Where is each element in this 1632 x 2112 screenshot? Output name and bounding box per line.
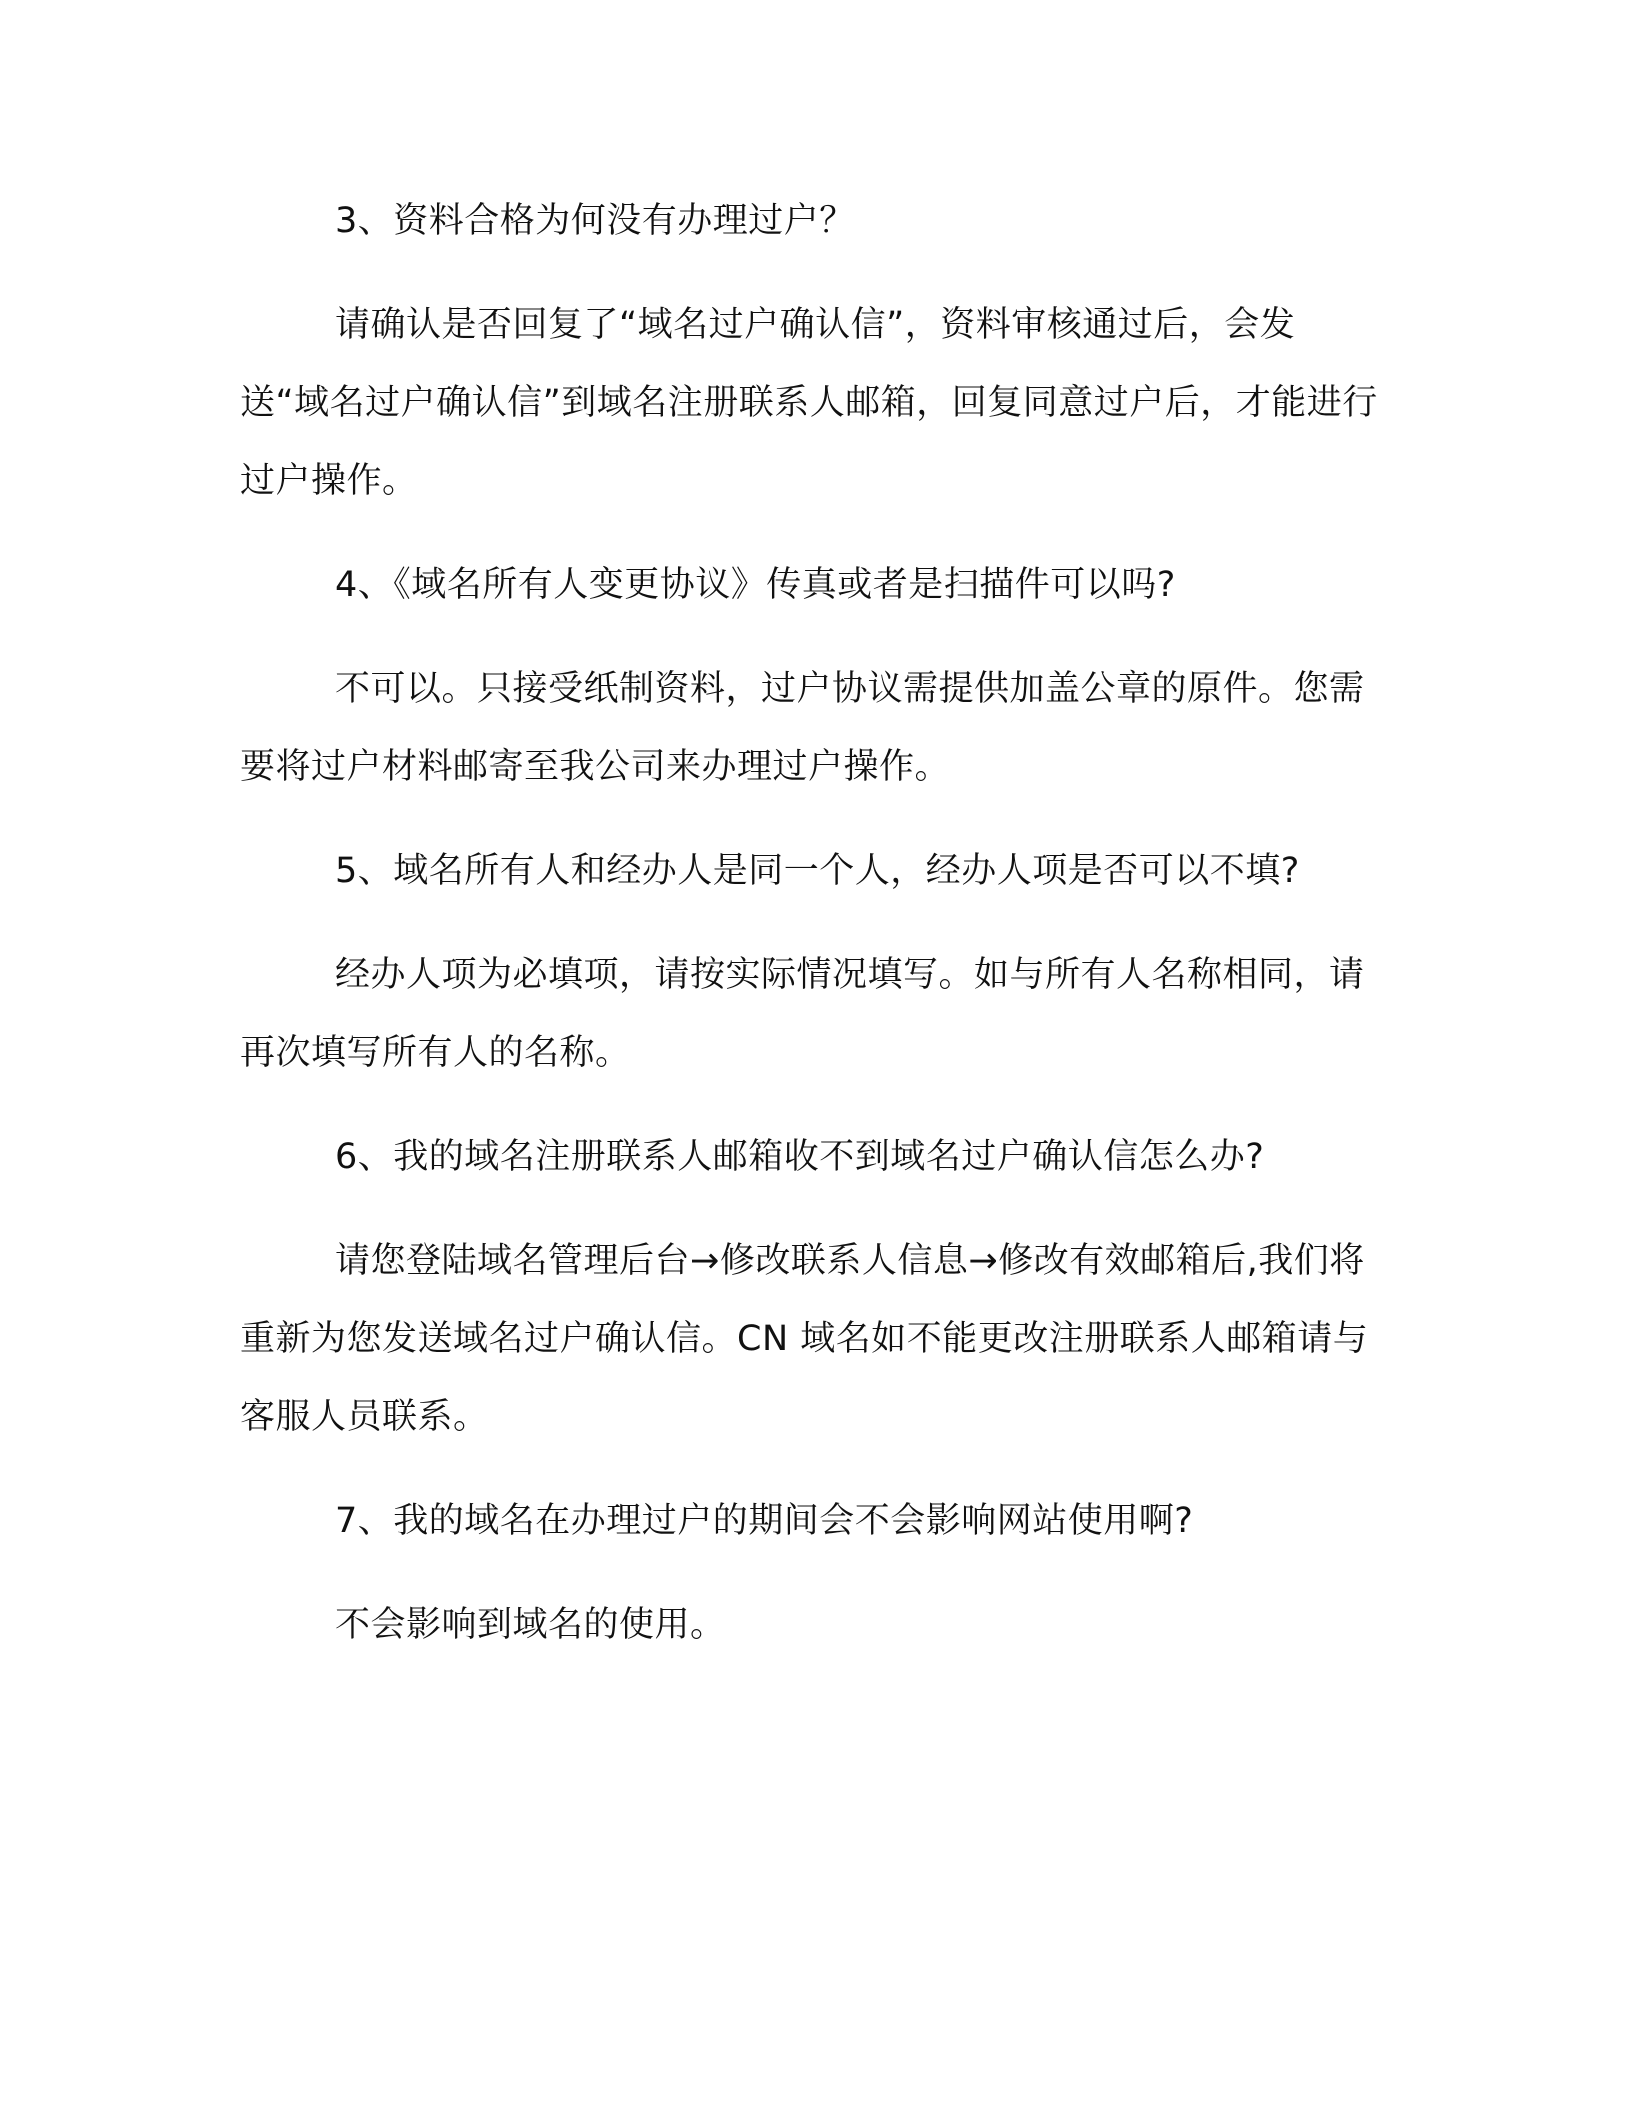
faq-question-6: 6、我的域名注册联系人邮箱收不到域名过户确认信怎么办? xyxy=(335,1137,1265,1177)
faq-question-3: 3、资料合格为何没有办理过户？ xyxy=(335,201,855,241)
faq-answer-3: 请确认是否回复了“域名过户确认信”，资料审核通过后，会发送“域名过户确认信”到域名注册联系人邮箱，回复同意过户后，才能进行过户操作。 xyxy=(240,305,1378,501)
faq-question-4: 4、《域名所有人变更协议》传真或者是扫描件可以吗? xyxy=(335,565,1176,605)
faq-answer-6: 请您登陆域名管理后台→修改联系人信息→修改有效邮箱后,我们将重新为您发送域名过户确认信。CN 域名如不能更改注册联系人邮箱请与客服人员联系。 xyxy=(240,1241,1369,1437)
faq-answer-4: 不可以。只接受纸制资料，过户协议需提供加盖公章的原件。您需要将过户材料邮寄至我公司来办理过户操作。 xyxy=(240,669,1365,787)
faq-answer-7: 不会影响到域名的使用。 xyxy=(335,1605,726,1645)
faq-question-7: 7、我的域名在办理过户的期间会不会影响网站使用啊? xyxy=(335,1501,1194,1541)
faq-question-5: 5、域名所有人和经办人是同一个人，经办人项是否可以不填? xyxy=(335,851,1300,891)
document-page xyxy=(240,182,1380,1664)
faq-answer-5: 经办人项为必填项，请按实际情况填写。如与所有人名称相同，请再次填写所有人的名称。 xyxy=(240,955,1365,1073)
